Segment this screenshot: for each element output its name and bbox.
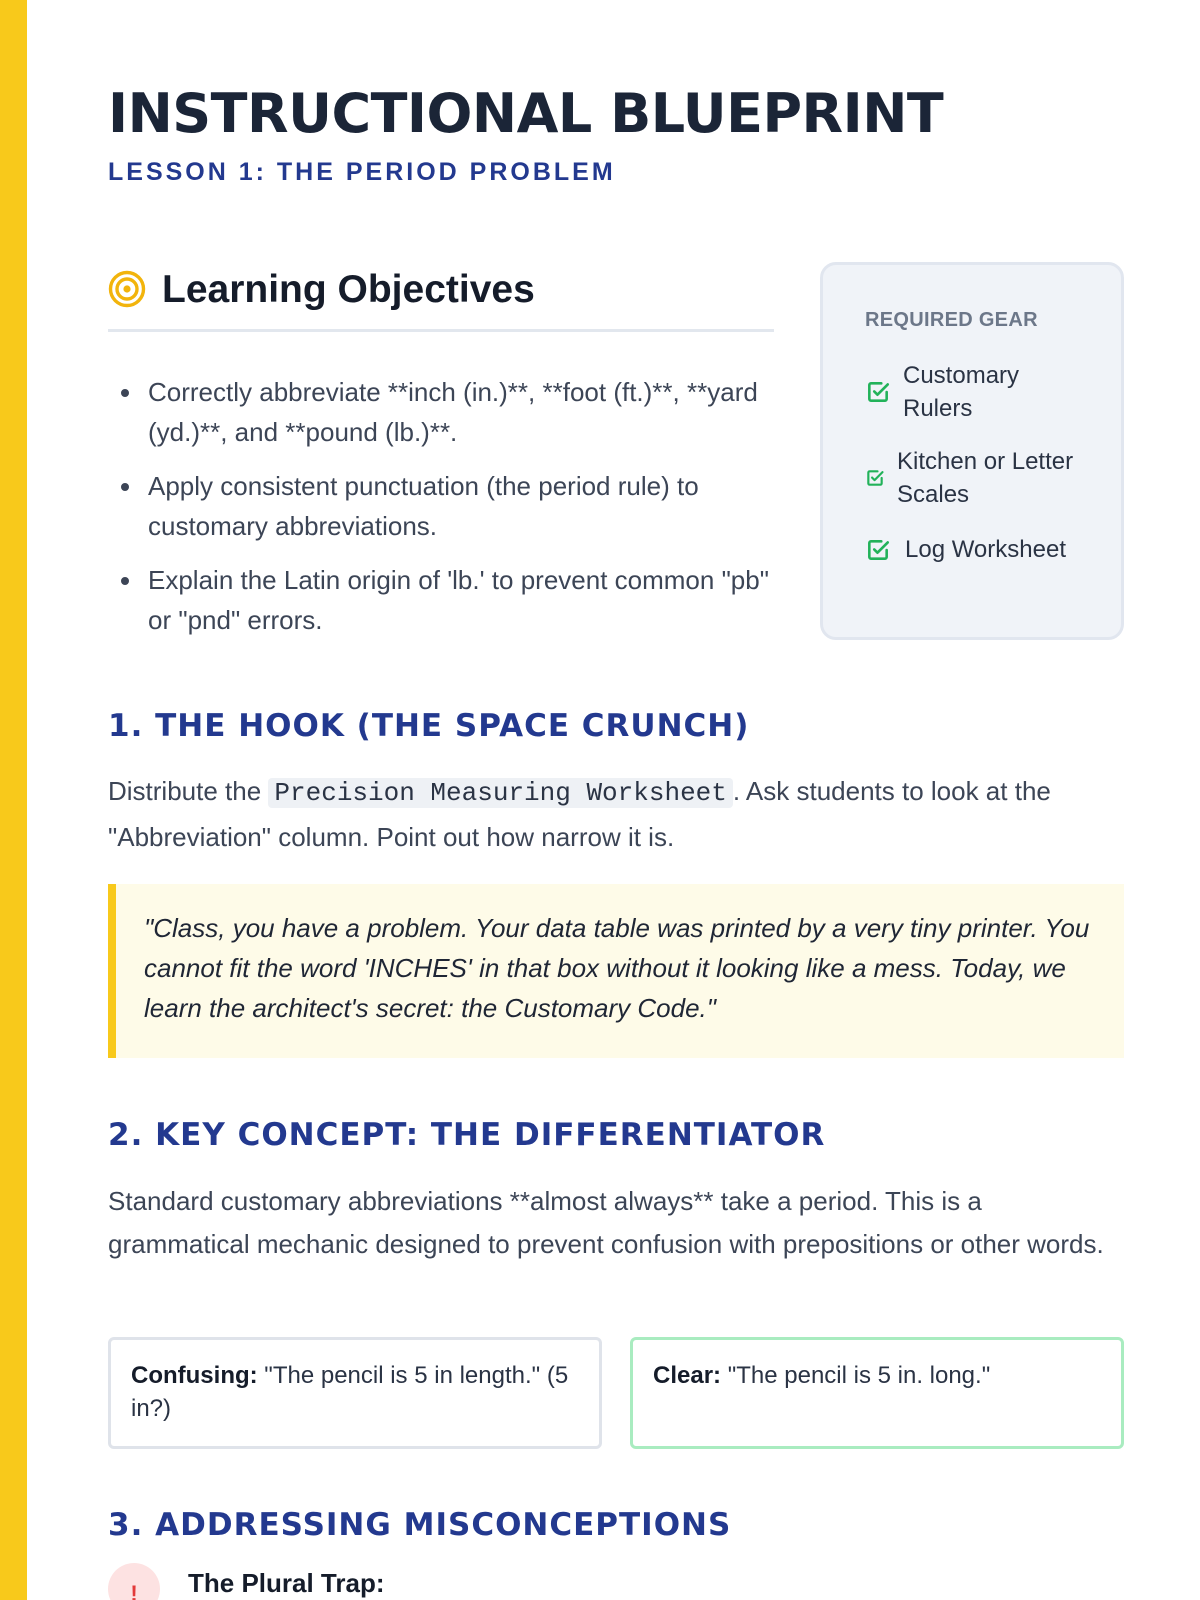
exclamation-glyph: ! <box>130 1581 138 1600</box>
exclamation-icon <box>108 1563 160 1600</box>
hook-paragraph <box>108 769 1124 859</box>
bullet <box>121 389 129 397</box>
target-icon <box>108 270 146 308</box>
objectives-list <box>108 372 774 654</box>
objectives-title: Learning Objectives <box>162 268 535 311</box>
required-gear-card <box>820 262 1124 640</box>
gear-item <box>865 445 1097 511</box>
page-title: INSTRUCTIONAL BLUEPRINT <box>108 82 944 145</box>
clear-example-card <box>630 1337 1124 1449</box>
teacher-quote: "Class, you have a problem. Your data table was printed by a very tiny printer. You cannot fit the word 'INCHES' in that box without it looking like a mess. Today, we learn the architect's secret: the Customary Code." <box>144 913 1090 1023</box>
gear-item <box>865 359 1073 425</box>
accent-bar <box>0 0 27 1600</box>
worksheet-code: Precision Measuring Worksheet <box>268 778 732 808</box>
section-heading-key-concept: 2. KEY CONCEPT: THE DIFFERENTIATOR <box>108 1117 826 1153</box>
gear-heading: REQUIRED GEAR <box>865 309 1038 331</box>
clear-text: "The pencil is 5 in. long." <box>721 1362 991 1389</box>
gear-label: Kitchen or Letter Scales <box>897 448 1074 508</box>
bullet <box>121 577 129 585</box>
clear-example <box>653 1359 1103 1392</box>
checkbox-check-icon <box>865 537 891 563</box>
hook-text-end: . Ask students to look at the "Abbreviation" column. Point out how narrow it is. <box>108 776 1051 852</box>
list-item <box>108 466 774 546</box>
misconception-title: The Plural Trap: <box>188 1568 385 1598</box>
section-heading-hook: 1. THE HOOK (THE SPACE CRUNCH) <box>108 708 750 744</box>
gear-label: Log Worksheet <box>905 536 1066 563</box>
objective-text: Correctly abbreviate **inch (in.)**, **foot (ft.)**, **yard (yd.)**, and **pound (lb.)**. <box>148 377 758 447</box>
objective-text: Explain the Latin origin of 'lb.' to prevent common "pb" or "pnd" errors. <box>148 565 769 635</box>
teacher-script-callout <box>108 884 1124 1058</box>
objectives-header <box>108 262 774 332</box>
gear-label: Customary Rulers <box>903 362 1020 422</box>
list-item <box>108 560 774 640</box>
hook-text-start: Distribute the <box>108 776 269 806</box>
checkbox-check-icon <box>865 468 885 488</box>
clear-label: Clear: <box>653 1362 722 1389</box>
section-heading-misconceptions: 3. ADDRESSING MISCONCEPTIONS <box>108 1507 732 1543</box>
confusing-label: Confusing: <box>131 1362 258 1389</box>
confusing-example-card <box>108 1337 602 1449</box>
bullet <box>121 483 129 491</box>
objective-text: Apply consistent punctuation (the period rule) to customary abbreviations. <box>148 471 699 541</box>
gear-item <box>865 533 1066 566</box>
confusing-example <box>131 1359 581 1425</box>
confusing-text: "The pencil is 5 in length." (5 in?) <box>131 1362 569 1422</box>
lesson-subtitle: LESSON 1: THE PERIOD PROBLEM <box>108 158 616 186</box>
checkbox-check-icon <box>865 379 891 405</box>
list-item <box>108 372 774 452</box>
key-concept-paragraph: Standard customary abbreviations **almost always** take a period. This is a grammatical mechanic designed to prevent confusion with prepositions or other words. <box>108 1186 1104 1259</box>
